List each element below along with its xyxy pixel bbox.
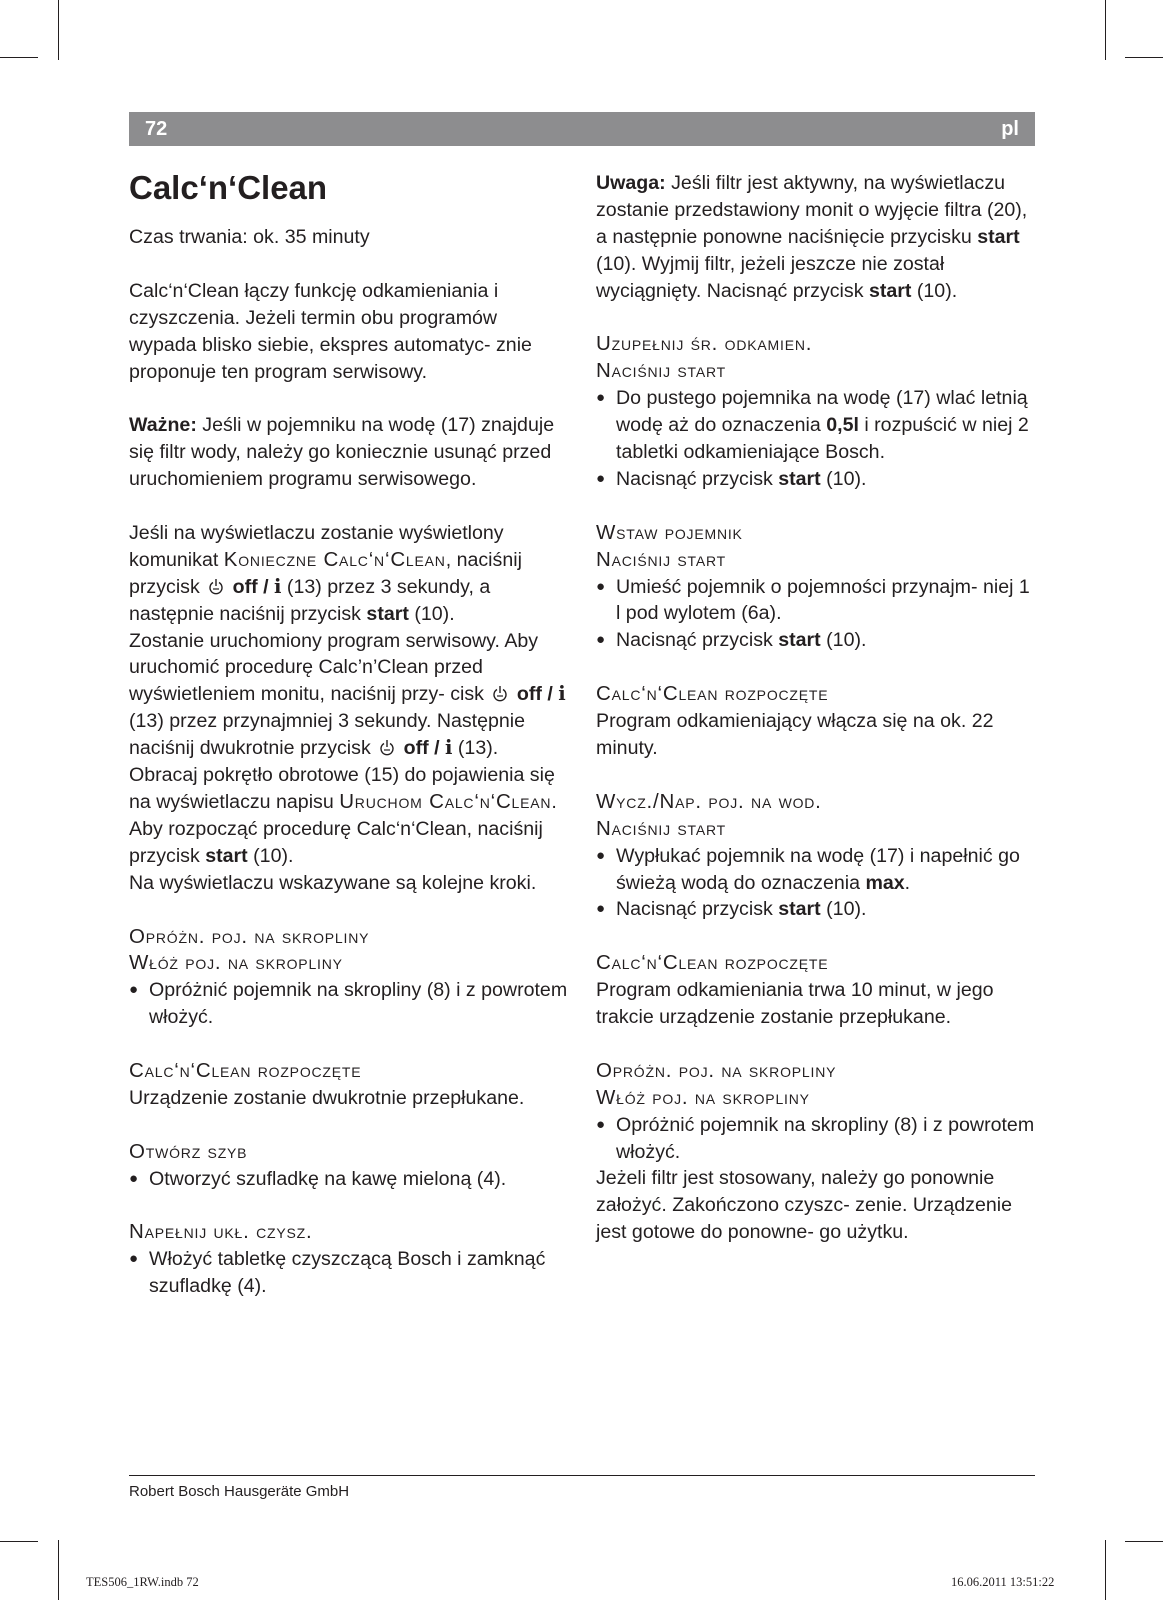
display-message: Wstaw pojemnik <box>596 520 743 544</box>
step-text: Urządzenie zostanie dwukrotnie przepłukane. <box>129 1086 525 1109</box>
power-button-icon <box>489 681 511 708</box>
list-item: ● Wypłukać pojemnik na wodę (17) i napełnić go świeżą wodą do oznaczenia max. <box>596 843 1036 897</box>
steps-intro: Na wyświetlaczu wskazywane są kolejne kroki. <box>129 871 537 894</box>
crop-mark <box>1105 1540 1106 1600</box>
left-column <box>129 168 569 1300</box>
bullet-list <box>129 1246 569 1300</box>
display-message: Włóż poj. na skropliny <box>596 1085 810 1109</box>
list-item: ● Do pustego pojemnika na wodę (17) wlać letnią wodę aż do oznaczenia 0,5l i rozpuścić w niej 2 tabletki odkamieniające Bosch. <box>596 385 1036 466</box>
list-item: ● Opróżnić pojemnik na skropliny (8) i z powrotem włożyć. <box>129 977 569 1031</box>
power-button-icon <box>205 574 227 601</box>
list-item: ● Umieść pojemnik o pojemności przynajm- niej 1 l pod wylotem (6a). <box>596 574 1036 628</box>
display-message: Calc‘n‘Clean rozpoczęte <box>596 682 829 706</box>
bullet-list <box>596 843 1036 924</box>
print-slug-file: TES506_1RW.indb 72 <box>86 1575 199 1589</box>
crop-mark <box>58 1540 59 1600</box>
display-message: Wycz./Nap. poj. na wod. <box>596 789 822 813</box>
display-message: Naciśnij start <box>596 547 726 571</box>
power-button-icon <box>376 735 398 762</box>
page-header-bar <box>129 112 1035 146</box>
crop-mark <box>58 0 59 60</box>
bullet-list <box>129 977 569 1031</box>
print-slug-date: 16.06.2011 13:51:22 <box>951 1575 1055 1589</box>
note-paragraph: Uwaga: Jeśli filtr jest aktywny, na wyświetlaczu zostanie przedstawiony monit o wyjęcie filtra (20), a następnie ponowne naciśnięcie przycisku start (10). Wyjmij filtr, jeżeli jeszcze nie został wyciągnięty. Nacisnąć przycisk start (10). <box>596 172 1028 302</box>
display-message: Konieczne Calc‘n‘Clean <box>223 547 446 571</box>
page-title: Calc‘n‘Clean <box>129 169 328 206</box>
closing-paragraph: Jeżeli filtr jest stosowany, należy go ponownie założyć. Zakończono czyszc- zenie. Urządzenie jest gotowe do ponowne- go użytku. <box>596 1167 1012 1244</box>
intro-paragraph: Calc‘n‘Clean łączy funkcję odkamieniania i czyszczenia. Jeżeli termin obu programów wypada blisko siebie, ekspres automatyc- znie proponuje ten program serwisowy. <box>129 279 532 383</box>
display-message: Uruchom Calc‘n‘Clean <box>339 789 552 813</box>
display-message: Włóż poj. na skropliny <box>129 951 343 975</box>
bullet-list <box>596 1112 1036 1166</box>
list-item: ● Nacisnąć przycisk start (10). <box>596 896 1036 923</box>
display-message: Otwórz szyb <box>129 1139 248 1163</box>
crop-mark <box>1125 57 1163 58</box>
bullet-list <box>596 385 1036 493</box>
display-message: Naciśnij start <box>596 816 726 840</box>
crop-mark <box>1105 0 1106 60</box>
step-text: Program odkamieniania trwa 10 minut, w jego trakcie urządzenie zostanie przepłukane. <box>596 979 994 1029</box>
display-message: Calc‘n‘Clean rozpoczęte <box>129 1059 362 1083</box>
display-message: Naciśnij start <box>596 359 726 383</box>
right-column <box>596 170 1036 1246</box>
step-text: Program odkamieniający włącza się na ok. 22 minuty. <box>596 710 994 759</box>
list-item: ● Nacisnąć przycisk start (10). <box>596 627 1036 654</box>
crop-mark <box>0 57 38 58</box>
display-message: Uzupełnij śr. odkamien. <box>596 332 813 356</box>
important-label: Ważne: <box>129 414 197 437</box>
duration-text: Czas trwania: ok. 35 minuty <box>129 226 370 248</box>
list-item: ● Opróżnić pojemnik na skropliny (8) i z powrotem włożyć. <box>596 1112 1036 1166</box>
display-message: Opróżn. poj. na skropliny <box>129 924 370 948</box>
crop-mark <box>1125 1541 1163 1542</box>
crop-mark <box>0 1541 38 1542</box>
footer-company: Robert Bosch Hausgeräte GmbH <box>129 1483 350 1500</box>
list-item: ● Włożyć tabletkę czyszczącą Bosch i zamknąć szufladkę (4). <box>129 1246 569 1300</box>
display-message: Calc‘n‘Clean rozpoczęte <box>596 951 829 975</box>
list-item: ● Nacisnąć przycisk start (10). <box>596 466 1036 493</box>
footer-rule <box>129 1475 1035 1476</box>
display-message: Napełnij ukł. czysz. <box>129 1220 313 1244</box>
bullet-list <box>129 1166 569 1193</box>
display-message: Opróżn. poj. na skropliny <box>596 1058 837 1082</box>
bullet-list <box>596 574 1036 655</box>
instruction-paragraph: Jeśli na wyświetlaczu zostanie wyświetlony komunikat Konieczne Calc‘n‘Clean, naciśnij przycisk off / i (13) przez 3 sekundy, a następnie naciśnij przycisk start (10). <box>129 521 522 625</box>
page-number: 72 <box>145 117 168 140</box>
procedure-paragraph: Zostanie uruchomiony program serwisowy. Aby uruchomić procedurę Calc’n’Clean przed wyświetleniem monitu, naciśnij przy- cisk off / i (13) przez przynajmniej 3 sekundy. Następnie naciśnij dwukrotnie przycisk off / i (13). Obracaj pokrętło obrotowe (15) do pojawienia się na wyświetlaczu napisu Uruchom Calc‘n‘Clean. Aby rozpocząć procedurę Calc‘n‘Clean, naciśnij przycisk start (10). <box>129 629 566 867</box>
info-button-label: i <box>274 574 282 598</box>
note-label: Uwaga: <box>596 172 666 194</box>
important-paragraph: Ważne: Jeśli w pojemniku na wodę (17) znajduje się filtr wody, należy go koniecznie usunąć przed uruchomieniem programu serwisowego. <box>129 414 555 491</box>
list-item: ● Otworzyć szufladkę na kawę mieloną (4). <box>129 1166 569 1193</box>
language-code: pl <box>1001 117 1019 140</box>
